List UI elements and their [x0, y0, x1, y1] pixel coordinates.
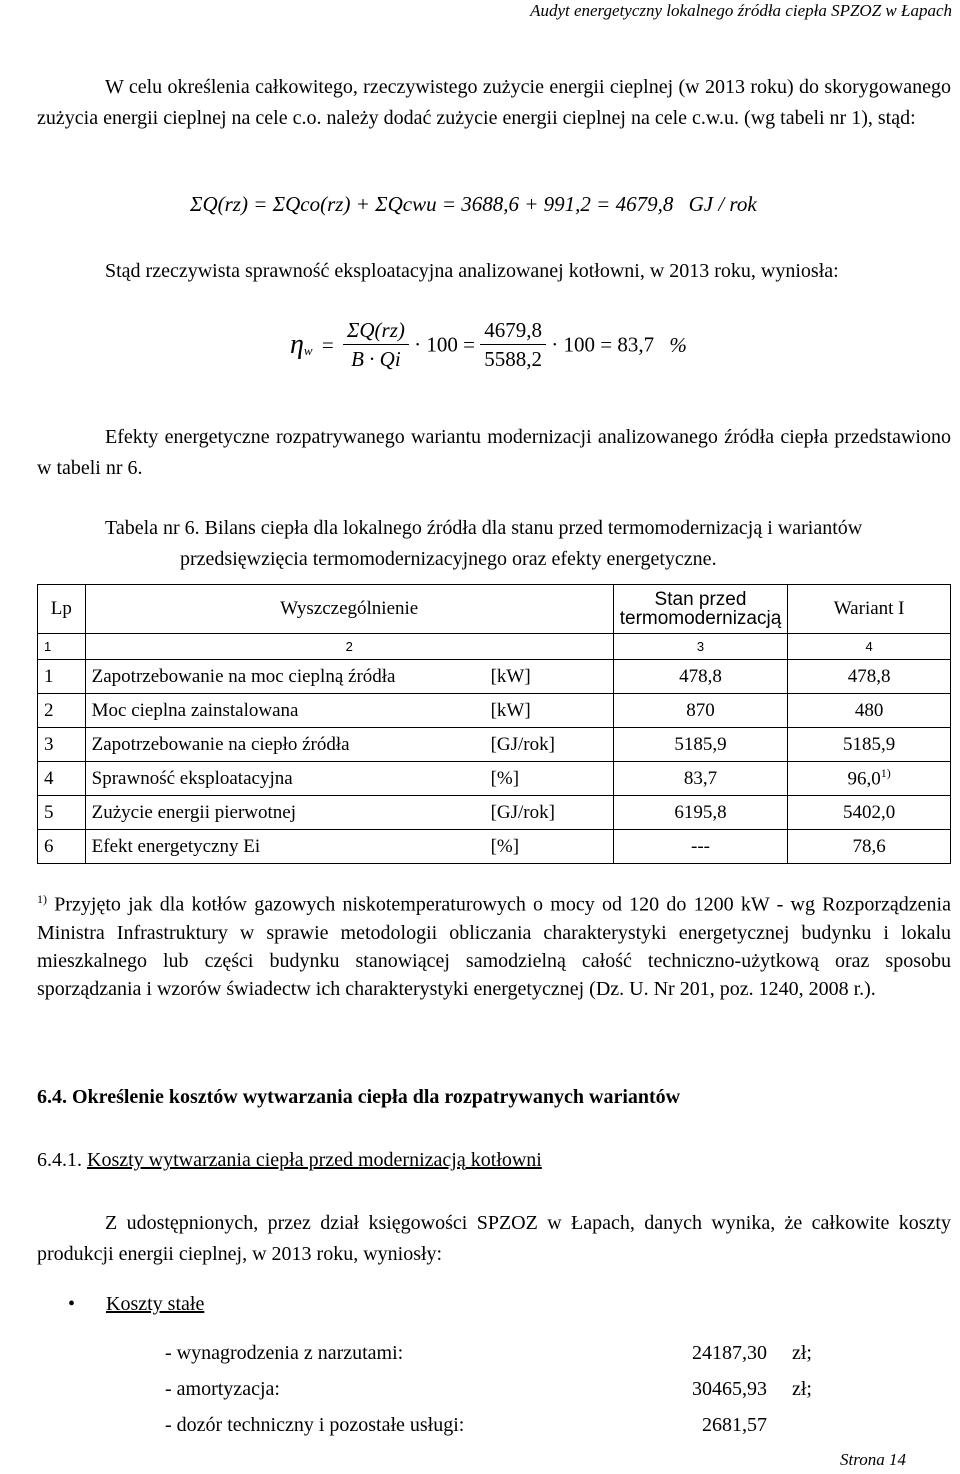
cost-unit: zł; — [792, 1378, 812, 1400]
table-caption — [105, 513, 951, 575]
equation-total-heat-unit: GJ / rok — [688, 192, 757, 216]
fraction-symbolic-numerator: ΣQ(rz) — [343, 318, 409, 345]
effects-paragraph — [37, 422, 951, 484]
fraction-symbolic — [343, 318, 409, 372]
row-before: 5185,9 — [613, 728, 788, 762]
row-description: Zapotrzebowanie na ciepło źródła — [85, 728, 484, 762]
row-variant: 78,6 — [788, 830, 951, 864]
table-row — [38, 694, 951, 728]
row-before: 870 — [613, 694, 788, 728]
costs-intro — [37, 1208, 951, 1270]
cost-row — [165, 1338, 825, 1368]
fixed-costs-label: Koszty stałe — [106, 1293, 205, 1315]
row-lp: 6 — [38, 830, 86, 864]
row-description: Zużycie energii pierwotnej — [85, 796, 484, 830]
row-before: 83,7 — [613, 762, 788, 796]
footnote — [37, 885, 951, 1003]
column-number: 2 — [85, 634, 613, 660]
row-variant: 478,8 — [788, 660, 951, 694]
intro-paragraph — [37, 72, 951, 134]
costs-intro-text: Z udostępnionych, przez dział księgowości SPZOZ w Łapach, danych wynika, że całkowite koszty produkcji energii cieplnej, w 2013 roku, wyniosły: — [37, 1212, 951, 1265]
row-description: Sprawność eksploatacyjna — [85, 762, 484, 796]
row-lp: 2 — [38, 694, 86, 728]
fraction-numeric-numerator: 4679,8 — [480, 318, 546, 345]
equation-total-heat — [190, 192, 757, 217]
efficiency-intro — [37, 256, 951, 287]
row-unit: [kW] — [485, 694, 614, 728]
header-lp: Lp — [38, 585, 86, 634]
cost-row — [165, 1374, 825, 1404]
footnote-reference: 1) — [880, 766, 891, 781]
row-variant — [788, 762, 951, 796]
efficiency-intro-text: Stąd rzeczywista sprawność eksploatacyjna analizowanej kotłowni, w 2013 roku, wyniosła: — [105, 260, 839, 282]
row-description: Efekt energetyczny Ei — [85, 830, 484, 864]
header-description: Wyszczególnienie — [85, 585, 613, 634]
row-lp: 5 — [38, 796, 86, 830]
row-variant-value: 96,0 — [847, 768, 881, 790]
effects-text: Efekty energetyczne rozpatrywanego wariantu modernizacji analizowanego źródła ciepła przedstawiono w tabeli nr 6. — [37, 426, 951, 479]
row-description: Moc cieplna zainstalowana — [85, 694, 484, 728]
section-title: Koszty wytwarzania ciepła przed modernizacją kotłowni — [87, 1149, 542, 1171]
efficiency-unit: % — [669, 332, 687, 357]
energy-balance-table — [37, 584, 951, 864]
row-lp: 3 — [38, 728, 86, 762]
column-number: 3 — [613, 634, 788, 660]
table-row — [38, 762, 951, 796]
eta-subscript: w — [303, 343, 313, 358]
row-description: Zapotrzebowanie na moc cieplną źródła — [85, 660, 484, 694]
row-unit: [GJ/rok] — [485, 796, 614, 830]
cost-row — [165, 1410, 825, 1440]
table-row — [38, 796, 951, 830]
intro-text: W celu określenia całkowitego, rzeczywistego zużycie energii cieplnej (w 2013 roku) do skorygowanego zużycia energii cieplnej na cele c.o. należy dodać zużycie energii cieplnej na cele c.w.u. (wg tabeli nr 1), stąd: — [37, 76, 951, 129]
row-lp: 1 — [38, 660, 86, 694]
section-heading-6-4: 6.4. Określenie kosztów wytwarzania ciepła dla rozpatrywanych wariantów — [37, 1086, 681, 1108]
cost-unit: zł; — [792, 1342, 812, 1364]
equation-efficiency: $\eta_w$ = $\frac{\Sigma Q(rz)}{B \cdot Qi}$ · 100 = $\frac{4679,8}{5588,2}$ · 100 = 83,7 % — [290, 318, 687, 371]
row-before: 478,8 — [613, 660, 788, 694]
column-number: 1 — [38, 634, 86, 660]
fraction-numeric-denominator: 5588,2 — [484, 347, 542, 371]
column-number: 4 — [788, 634, 951, 660]
table-row — [38, 660, 951, 694]
cost-value: 24187,30 — [692, 1342, 767, 1364]
table-row — [38, 728, 951, 762]
multiplier-1: · 100 = — [414, 332, 475, 357]
row-variant: 5402,0 — [788, 796, 951, 830]
table-header-row — [38, 585, 951, 634]
cost-label: - amortyzacja: — [165, 1378, 280, 1400]
section-heading-6-4-1 — [37, 1149, 542, 1172]
header-before: Stan przed termomodernizacją — [613, 585, 788, 634]
cost-value: 30465,93 — [692, 1378, 767, 1400]
fraction-numeric — [480, 318, 546, 372]
table-caption-line-2: przedsięwzięcia termomodernizacyjnego oraz efekty energetyczne. — [180, 548, 717, 570]
cost-value: 2681,57 — [702, 1414, 767, 1436]
table-row — [38, 830, 951, 864]
footnote-text: Przyjęto jak dla kotłów gazowych niskotemperaturowych o mocy od 120 do 1200 kW - wg Rozporządzenia Ministra Infrastruktury w sprawie metodologii obliczania charakterystyki energetycznej budynku i lokalu mieszkalnego lub części budynku stanowiącej samodzielną całość techniczno-użytkową oraz sposobu sporządzania i wzorów świadectw ich charakterystyki energetycznej (Dz. U. Nr 201, poz. 1240, 2008 r.). — [37, 893, 951, 1000]
table-caption-line-1: Tabela nr 6. Bilans ciepła dla lokalnego źródła dla stanu przed termomodernizacją i wariantów — [105, 517, 863, 539]
eta-symbol: η — [290, 329, 304, 360]
row-unit: [GJ/rok] — [485, 728, 614, 762]
row-unit: [%] — [485, 762, 614, 796]
row-unit: [kW] — [485, 660, 614, 694]
row-before: --- — [613, 830, 788, 864]
page-number: Strona 14 — [840, 1450, 906, 1469]
row-variant: 5185,9 — [788, 728, 951, 762]
bullet-fixed-costs — [68, 1293, 204, 1316]
fraction-symbolic-denominator: B · Qi — [351, 347, 401, 371]
row-variant: 480 — [788, 694, 951, 728]
footnote-mark: 1) — [37, 892, 47, 906]
page-header: Audyt energetyczny lokalnego źródła ciepła SPZOZ w Łapach — [530, 1, 952, 20]
row-lp: 4 — [38, 762, 86, 796]
cost-label: - wynagrodzenia z narzutami: — [165, 1342, 404, 1364]
bullet-icon: • — [68, 1293, 76, 1315]
row-unit: [%] — [485, 830, 614, 864]
header-variant: Wariant I — [788, 585, 951, 634]
table-column-numbers — [38, 634, 951, 660]
row-before: 6195,8 — [613, 796, 788, 830]
cost-label: - dozór techniczny i pozostałe usługi: — [165, 1414, 465, 1436]
multiplier-2: · 100 = 83,7 — [551, 332, 655, 357]
equation-total-heat-expr: ΣQ(rz) = ΣQco(rz) + ΣQcwu = 3688,6 + 991,2 = 4679,8 — [190, 192, 674, 216]
section-number: 6.4.1. — [37, 1149, 82, 1171]
